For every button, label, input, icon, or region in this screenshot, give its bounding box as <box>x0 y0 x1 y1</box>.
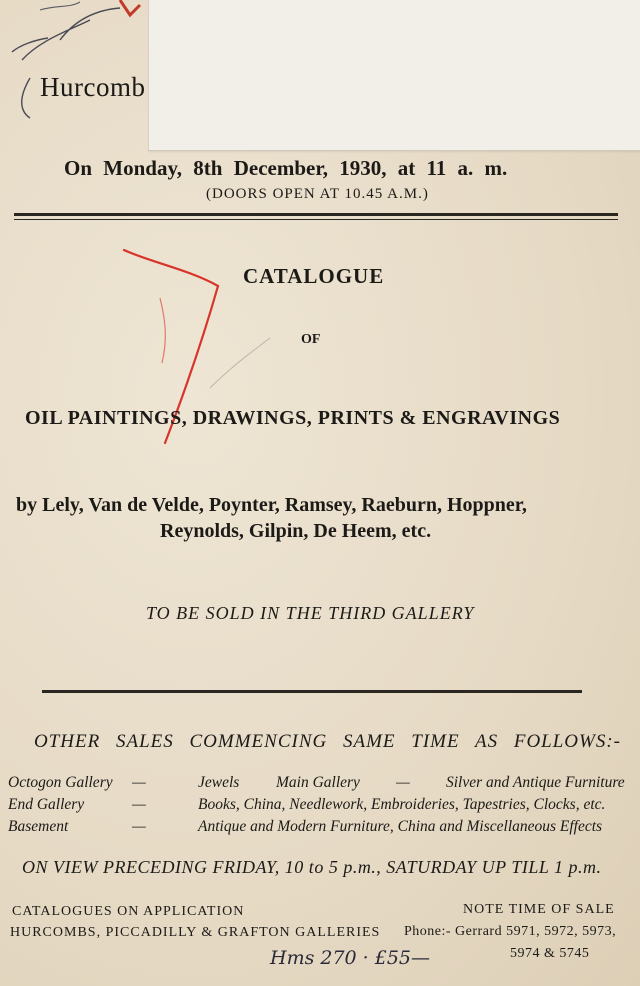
artists-line-1: by Lely, Van de Velde, Poynter, Ramsey, Raeburn, Hoppner, <box>16 494 527 516</box>
contents-line: OIL PAINTINGS, DRAWINGS, PRINTS & ENGRAVINGS <box>25 407 561 429</box>
artists-line-2: Reynolds, Gilpin, De Heem, etc. <box>160 520 432 542</box>
pasted-label <box>148 0 640 151</box>
handwritten-price-note: Hms 270 · £55— <box>270 947 431 969</box>
phone-numbers: Phone:- Gerrard 5971, 5972, 5973, <box>404 924 617 939</box>
sale-location: TO BE SOLD IN THE THIRD GALLERY <box>146 603 475 623</box>
sale-items: Jewels <box>198 774 240 791</box>
gallery-name: Main Gallery <box>276 774 360 791</box>
catalogues-note: CATALOGUES ON APPLICATION <box>12 904 245 919</box>
gallery-name: Basement <box>8 818 69 835</box>
gallery-name: Octogon Gallery <box>8 774 113 791</box>
sale-items: Silver and Antique Furniture <box>446 774 625 791</box>
phone-numbers-more: 5974 & 5745 <box>510 946 590 961</box>
viewing-times: ON VIEW PRECEDING FRIDAY, 10 to 5 p.m., SATURDAY UP TILL 1 p.m. <box>22 857 602 877</box>
divider-rule <box>42 690 582 693</box>
sale-items: Books, China, Needlework, Embroideries, Tapestries, Clocks, etc. <box>198 796 606 813</box>
doors-open-time: (DOORS OPEN AT 10.45 A.M.) <box>206 186 429 202</box>
catalogue-title: CATALOGUE <box>243 264 385 288</box>
dash: — <box>396 774 410 791</box>
of-word: OF <box>301 332 321 347</box>
divider-rule-thin <box>14 219 618 220</box>
other-sales-heading: OTHER SALES COMMENCING SAME TIME AS FOLLOWS:- <box>34 731 622 752</box>
address: HURCOMBS, PICCADILLY & GRAFTON GALLERIES <box>10 925 381 940</box>
sale-items: Antique and Modern Furniture, China and Miscellaneous Effects <box>198 818 603 835</box>
dash: — <box>132 774 146 791</box>
sale-date: On Monday, 8th December, 1930, at 11 a. m. <box>64 156 508 180</box>
dash: — <box>132 818 146 835</box>
divider-rule <box>14 213 618 216</box>
dash: — <box>132 796 146 813</box>
firm-name: Hurcomb <box>40 72 146 102</box>
time-note: NOTE TIME OF SALE <box>463 902 615 917</box>
gallery-name: End Gallery <box>8 796 85 813</box>
